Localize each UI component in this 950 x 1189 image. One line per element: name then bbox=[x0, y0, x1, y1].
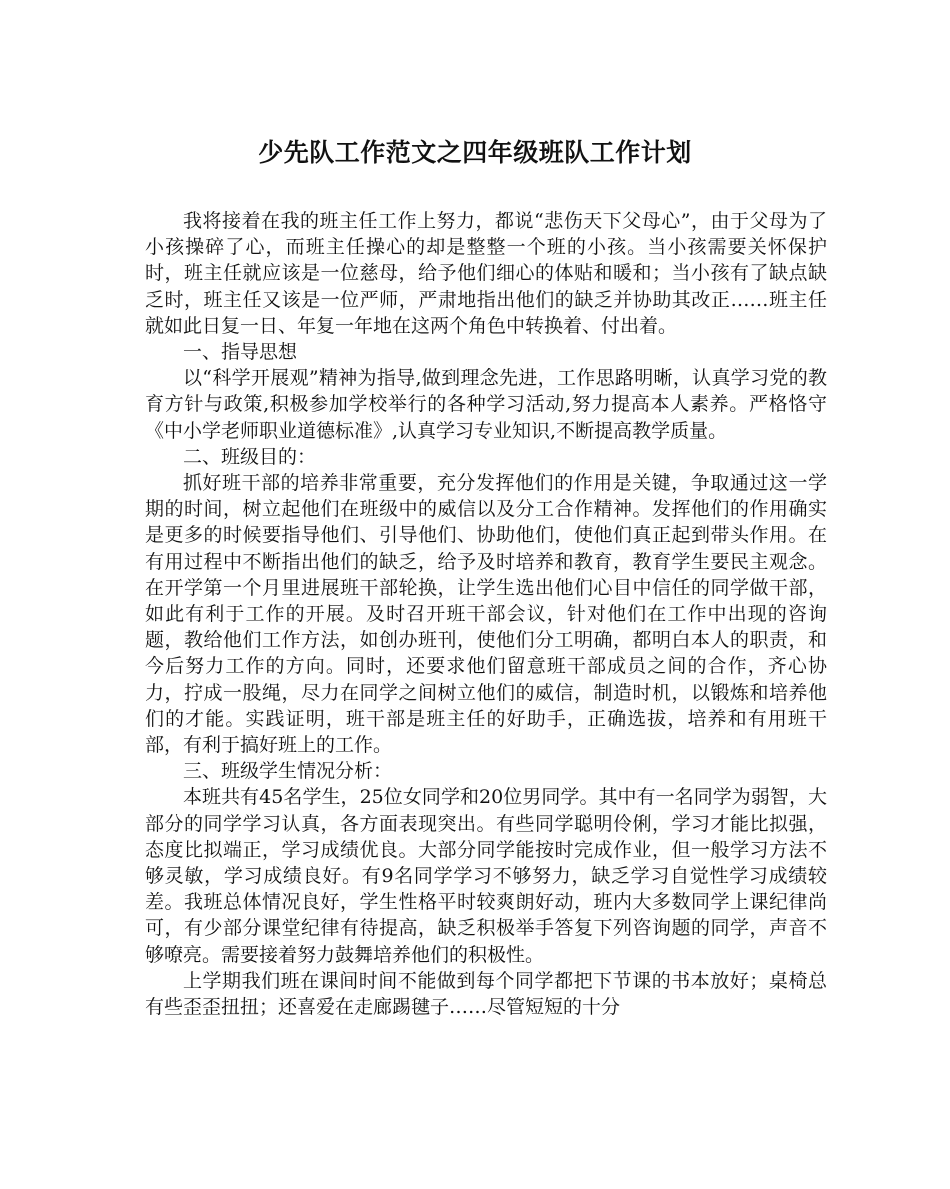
document-body bbox=[145, 208, 827, 1020]
paragraph-last-semester: 上学期我们班在课间时间不能做到每个同学都把下节课的书本放好；桌椅总有些歪歪扭扭；还喜爱在走廊踢毽子……尽管短短的十分 bbox=[145, 969, 827, 1019]
paragraph-intro: 我将接着在我的班主任工作上努力，都说“悲伤天下父母心”，由于父母为了小孩操碎了心，而班主任操心的却是整整一个班的小孩。当小孩需要关怀保护时，班主任就应该是一位慈母，给予他们细心的体贴和暖和；当小孩有了缺点缺乏时，班主任又该是一位严师，严肃地指出他们的缺乏并协助其改正……班主任就如此日复一日、年复一年地在这两个角色中转换着、付出着。 bbox=[145, 210, 827, 337]
section-heading-class-goals: 二、班级目的： bbox=[183, 445, 317, 468]
section-heading-student-analysis: 三、班级学生情况分析： bbox=[183, 760, 393, 783]
section-heading-guiding-thought: 一、指导思想 bbox=[183, 341, 298, 364]
paragraph-student-analysis: 本班共有45名学生，25位女同学和20位男同学。其中有一名同学为弱智，大部分的同学学习认真，各方面表现突出。有些同学聪明伶俐，学习才能比拟强，态度比拟端正，学习成绩优良。大部分同学能按时完成作业，但一般学习方法不够灵敏，学习成绩良好。有9名同学学习不够努力，缺乏学习自觉性学习成绩较差。我班总体情况良好，学生性格平时较爽朗好动，班内大多数同学上课纪律尚可，有少部分课堂纪律有待提高，缺乏积极举手答复下列咨询题的同学，声音不够嘹亮。需要接着努力鼓舞培养他们的积极性。 bbox=[145, 786, 827, 966]
paragraph-class-goals: 抓好班干部的培养非常重要，充分发挥他们的作用是关键，争取通过这一学期的时间，树立起他们在班级中的威信以及分工合作精神。发挥他们的作用确实是更多的时候要指导他们、引导他们、协助他们，使他们真正起到带头作用。在有用过程中不断指出他们的缺乏，给予及时培养和教育，教育学生要民主观念。在开学第一个月里进展班干部轮换，让学生选出他们心目中信任的同学做干部，如此有利于工作的开展。及时召开班干部会议，针对他们在工作中出现的咨询题，教给他们工作方法，如创办班刊，使他们分工明确，都明白本人的职责，和今后努力工作的方向。同时，还要求他们留意班干部成员之间的合作，齐心协力，拧成一股绳，尽力在同学之间树立他们的威信，制造时机，以锻炼和培养他们的才能。实践证明，班干部是班主任的好助手，正确选拔，培养和有用班干部，有利于搞好班上的工作。 bbox=[145, 472, 827, 757]
paragraph-guiding-thought: 以“科学开展观”精神为指导,做到理念先进，工作思路明晰，认真学习党的教育方针与政策,积极参加学校举行的各种学习活动,努力提高本人素养。严格恪守《中小学老师职业道德标准》,认真学习专业知识,不断提高教学质量。 bbox=[145, 367, 827, 442]
page-title: 少先队工作范文之四年级班队工作计划 bbox=[258, 138, 692, 167]
